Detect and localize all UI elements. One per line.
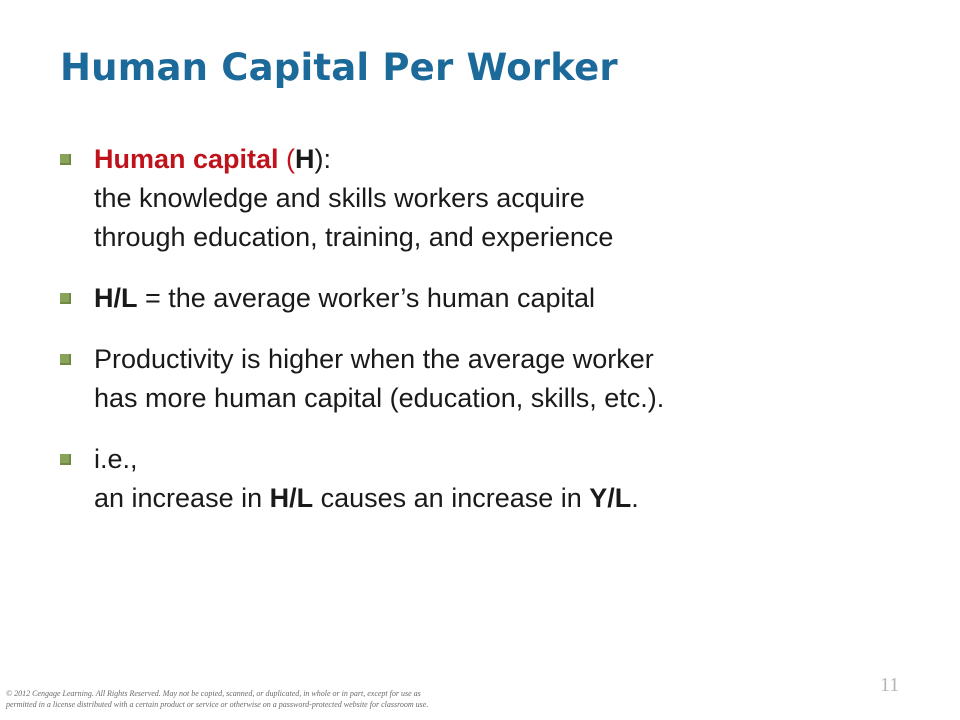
ie-line-2 bbox=[94, 479, 920, 518]
ie-end: . bbox=[631, 483, 639, 513]
square-bullet-icon bbox=[60, 293, 71, 304]
productivity-line-1: Productivity is higher when the average worker bbox=[94, 344, 654, 374]
bullet-list bbox=[60, 140, 920, 518]
bullet-h-over-l bbox=[60, 279, 920, 318]
ie-line-1: i.e., bbox=[94, 444, 138, 474]
paren-close: ): bbox=[314, 144, 332, 174]
bullet-productivity bbox=[60, 340, 920, 418]
symbol-h-over-l: H/L bbox=[94, 283, 138, 313]
productivity-line-2: has more human capital (education, skills, etc.). bbox=[94, 383, 665, 413]
paren-open: ( bbox=[278, 144, 296, 174]
term-human-capital: Human capital bbox=[94, 144, 279, 174]
page-number: 11 bbox=[880, 674, 900, 696]
h-over-l-line bbox=[94, 279, 920, 318]
definition-line-2: the knowledge and skills workers acquire bbox=[94, 183, 585, 213]
bullet-human-capital bbox=[60, 140, 920, 257]
ie-mid: causes an increase in bbox=[313, 483, 590, 513]
bullet-ie bbox=[60, 440, 920, 518]
symbol-h: H bbox=[295, 144, 315, 174]
symbol-y-over-l: Y/L bbox=[589, 483, 632, 513]
slide-title: Human Capital Per Worker bbox=[60, 46, 618, 89]
ie-pre: an increase in bbox=[94, 483, 270, 513]
square-bullet-icon bbox=[60, 454, 71, 465]
definition-heading bbox=[94, 140, 920, 179]
square-bullet-icon bbox=[60, 154, 71, 165]
h-over-l-text: = the average worker’s human capital bbox=[137, 283, 596, 313]
symbol-h-over-l: H/L bbox=[269, 483, 314, 513]
square-bullet-icon bbox=[60, 354, 71, 365]
copyright-line-1: © 2012 Cengage Learning. All Rights Reserved. May not be copied, scanned, or duplicated, in whole or in part, except for use as bbox=[6, 689, 421, 698]
definition-line-3: through education, training, and experience bbox=[94, 222, 614, 252]
copyright-notice bbox=[6, 688, 606, 710]
copyright-line-2: permitted in a license distributed with a certain product or service or otherwise on a password-protected website for classroom use. bbox=[6, 700, 429, 709]
